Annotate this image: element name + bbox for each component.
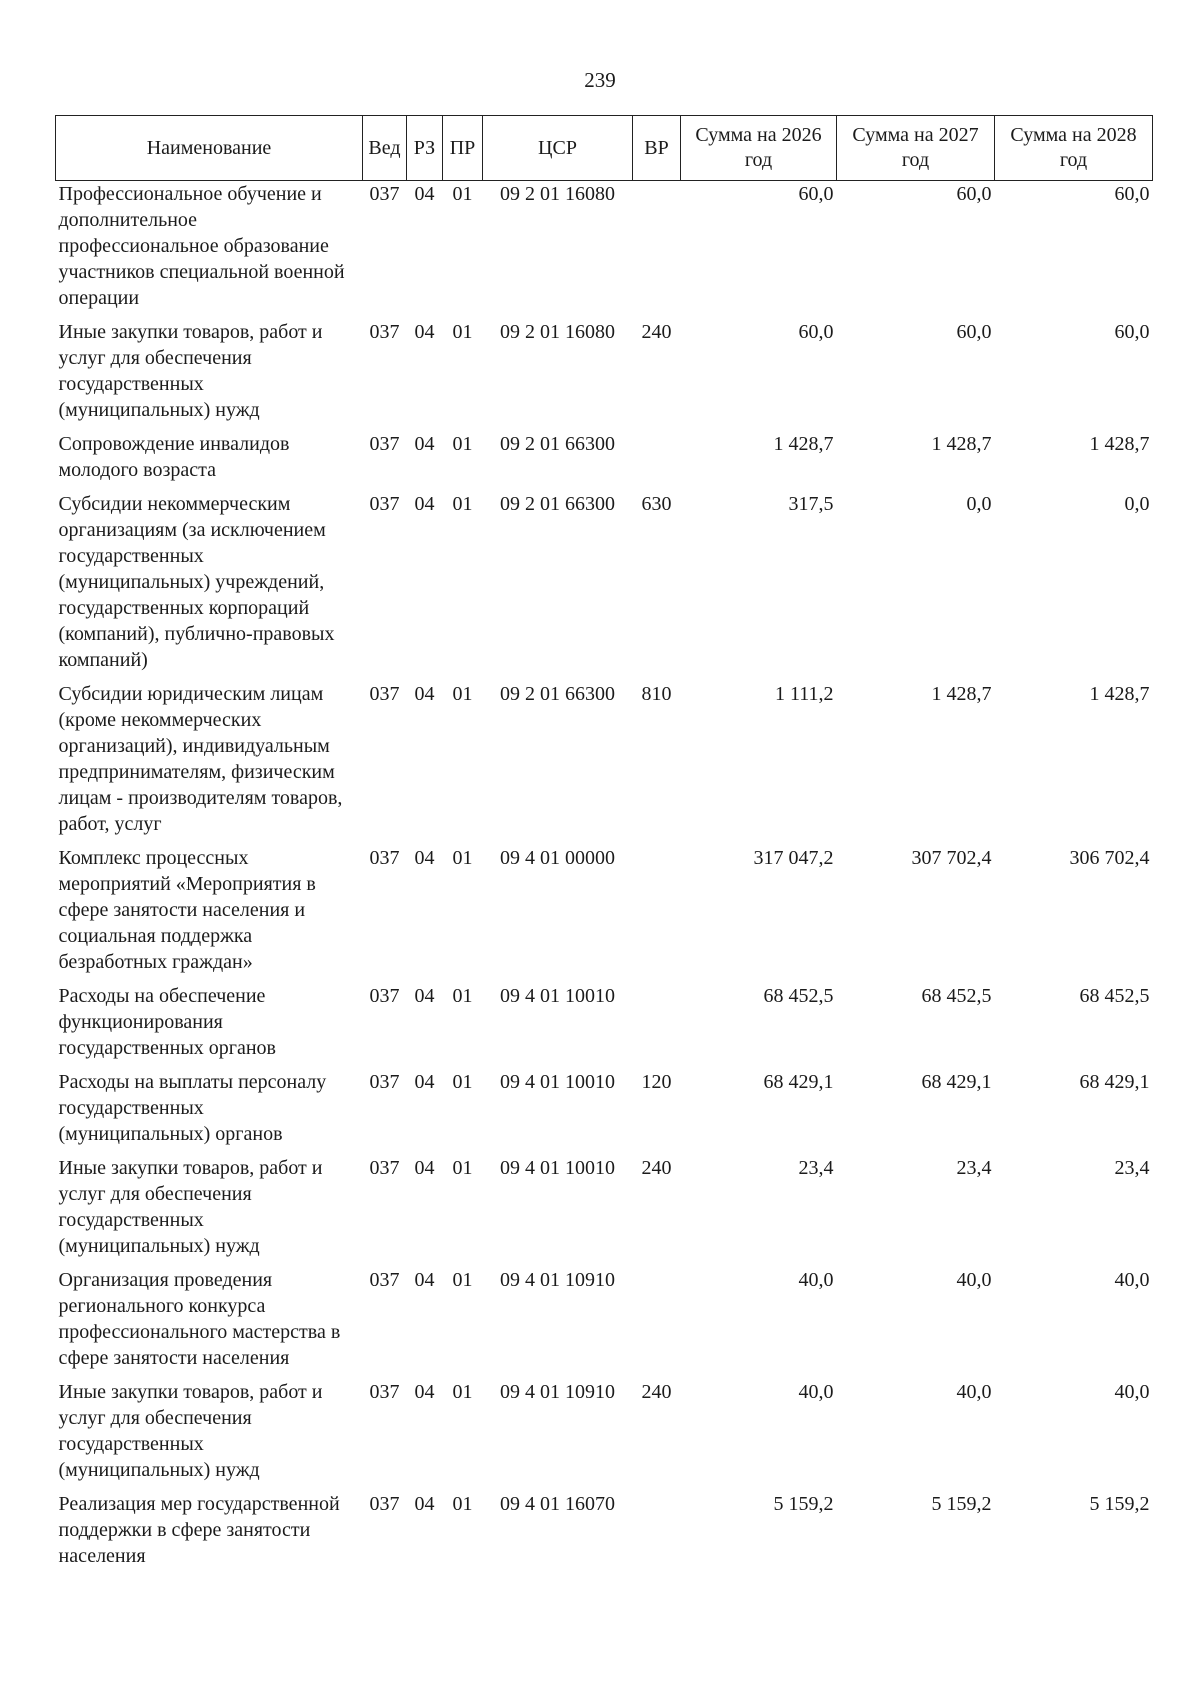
row-sum-2028: 1 428,7 [1089,433,1150,455]
row-vr: 240 [641,321,672,343]
row-sum-2028: 68 452,5 [1079,985,1150,1007]
header-vr: ВР [633,116,681,181]
row-ved: 037 [369,847,400,869]
row-sum-2028: 306 702,4 [1069,847,1150,869]
row-sum-2027: 40,0 [956,1381,992,1403]
row-vr [633,845,681,983]
row-ved: 037 [369,183,400,205]
row-pr: 01 [452,683,473,705]
table-row [56,845,1153,983]
row-csr: 09 4 01 10910 [500,1269,615,1291]
row-ved: 037 [369,1493,400,1515]
table-header [56,116,1153,181]
row-pr: 01 [452,1493,473,1515]
row-rz: 04 [414,847,435,869]
row-name: Профессиональное обучение и дополнительное профессиональное образование участников специальной военной операции [58,183,345,309]
row-sum-2027: 60,0 [956,183,992,205]
row-ved: 037 [369,493,400,515]
row-name: Комплекс процессных мероприятий «Мероприятия в сфере занятости населения и социальная поддержка безработных граждан» [58,847,316,973]
row-sum-2027: 0,0 [966,493,992,515]
row-sum-2026: 23,4 [798,1157,834,1179]
row-pr: 01 [452,1071,473,1093]
row-rz: 04 [414,985,435,1007]
row-ved: 037 [369,1381,400,1403]
row-rz: 04 [414,493,435,515]
row-name: Субсидии юридическим лицам (кроме некоммерческих организаций), индивидуальным предпринимателям, физическим лицам - производителям товаров, работ, услуг [58,683,343,835]
row-sum-2027: 40,0 [956,1269,992,1291]
row-ved: 037 [369,1071,400,1093]
row-sum-2026: 5 159,2 [773,1493,834,1515]
row-name: Сопровождение инвалидов молодого возраста [58,433,290,481]
row-ved: 037 [369,1269,400,1291]
row-vr: 810 [641,683,672,705]
table-body [56,181,1153,1578]
row-ved: 037 [369,683,400,705]
row-vr [633,431,681,491]
row-sum-2027: 60,0 [956,321,992,343]
row-sum-2026: 68 452,5 [763,985,834,1007]
row-sum-2028: 68 429,1 [1079,1071,1150,1093]
row-name: Организация проведения регионального конкурса профессионального мастерства в сфере занятости населения [58,1269,341,1369]
header-pr: ПР [443,116,483,181]
header-name: Наименование [56,116,363,181]
row-vr: 240 [641,1157,672,1179]
row-sum-2028: 40,0 [1114,1269,1150,1291]
row-sum-2027: 307 702,4 [911,847,992,869]
row-rz: 04 [414,1381,435,1403]
table-row [56,1491,1153,1577]
row-rz: 04 [414,321,435,343]
row-name: Расходы на выплаты персоналу государственных (муниципальных) органов [58,1071,327,1145]
budget-table [55,115,1153,1577]
table-row [56,431,1153,491]
table-row [56,983,1153,1069]
row-pr: 01 [452,1157,473,1179]
row-rz: 04 [414,433,435,455]
row-name: Иные закупки товаров, работ и услуг для обеспечения государственных (муниципальных) нужд [58,1157,323,1257]
row-ved: 037 [369,1157,400,1179]
row-sum-2027: 1 428,7 [931,683,992,705]
row-sum-2026: 40,0 [798,1269,834,1291]
row-csr: 09 4 01 10010 [500,1071,615,1093]
row-sum-2028: 5 159,2 [1089,1493,1150,1515]
row-name: Иные закупки товаров, работ и услуг для обеспечения государственных (муниципальных) нужд [58,321,323,421]
header-rz: РЗ [407,116,443,181]
row-rz: 04 [414,1493,435,1515]
row-ved: 037 [369,433,400,455]
header-sum-2026: Сумма на 2026 год [681,116,837,181]
page-number: 239 [584,68,616,92]
table-row [56,181,1153,320]
row-csr: 09 4 01 10910 [500,1381,615,1403]
row-sum-2026: 317 047,2 [753,847,834,869]
row-sum-2026: 317,5 [788,493,834,515]
table-row [56,1155,1153,1267]
row-ved: 037 [369,985,400,1007]
row-name: Расходы на обеспечение функционирования государственных органов [58,985,276,1059]
row-name: Иные закупки товаров, работ и услуг для обеспечения государственных (муниципальных) нужд [58,1381,323,1481]
row-rz: 04 [414,1157,435,1179]
row-sum-2027: 68 429,1 [921,1071,992,1093]
row-csr: 09 4 01 10010 [500,985,615,1007]
row-csr: 09 4 01 10010 [500,1157,615,1179]
row-sum-2028: 1 428,7 [1089,683,1150,705]
row-name: Субсидии некоммерческим организациям (за исключением государственных (муниципальных) учреждений, государственных корпораций (компаний), публично-правовых компаний) [58,493,335,671]
row-pr: 01 [452,985,473,1007]
table-row [56,681,1153,845]
row-pr: 01 [452,433,473,455]
table-row [56,319,1153,431]
table-row [56,1267,1153,1379]
row-vr: 120 [641,1071,672,1093]
row-csr: 09 4 01 00000 [500,847,615,869]
row-sum-2028: 60,0 [1114,183,1150,205]
row-csr: 09 2 01 66300 [500,493,615,515]
row-csr: 09 2 01 16080 [500,321,615,343]
row-vr [633,181,681,320]
header-sum-2027: Сумма на 2027 год [837,116,995,181]
row-sum-2028: 60,0 [1114,321,1150,343]
row-sum-2026: 1 111,2 [774,683,834,705]
row-sum-2026: 60,0 [798,321,834,343]
row-csr: 09 2 01 66300 [500,683,615,705]
row-vr [633,983,681,1069]
header-csr: ЦСР [483,116,633,181]
row-vr [633,1491,681,1577]
header-sum-2028: Сумма на 2028 год [995,116,1153,181]
row-sum-2026: 60,0 [798,183,834,205]
row-csr: 09 2 01 66300 [500,433,615,455]
row-csr: 09 4 01 16070 [500,1493,615,1515]
row-rz: 04 [414,683,435,705]
row-pr: 01 [452,493,473,515]
row-sum-2026: 1 428,7 [773,433,834,455]
row-pr: 01 [452,847,473,869]
row-sum-2028: 23,4 [1114,1157,1150,1179]
row-sum-2027: 5 159,2 [931,1493,992,1515]
row-sum-2026: 40,0 [798,1381,834,1403]
header-ved: Вед [363,116,407,181]
row-vr: 240 [641,1381,672,1403]
row-pr: 01 [452,321,473,343]
row-pr: 01 [452,1381,473,1403]
row-ved: 037 [369,321,400,343]
row-vr [633,1267,681,1379]
row-sum-2028: 0,0 [1124,493,1150,515]
row-rz: 04 [414,1071,435,1093]
row-sum-2027: 23,4 [956,1157,992,1179]
row-pr: 01 [452,1269,473,1291]
row-sum-2028: 40,0 [1114,1381,1150,1403]
row-sum-2027: 68 452,5 [921,985,992,1007]
row-csr: 09 2 01 16080 [500,183,615,205]
row-sum-2027: 1 428,7 [931,433,992,455]
row-vr: 630 [641,493,672,515]
row-rz: 04 [414,183,435,205]
table-row [56,491,1153,681]
table-row [56,1069,1153,1155]
row-pr: 01 [452,183,473,205]
row-rz: 04 [414,1269,435,1291]
row-sum-2026: 68 429,1 [763,1071,834,1093]
table-row [56,1379,1153,1491]
row-name: Реализация мер государственной поддержки в сфере занятости населения [58,1493,340,1567]
